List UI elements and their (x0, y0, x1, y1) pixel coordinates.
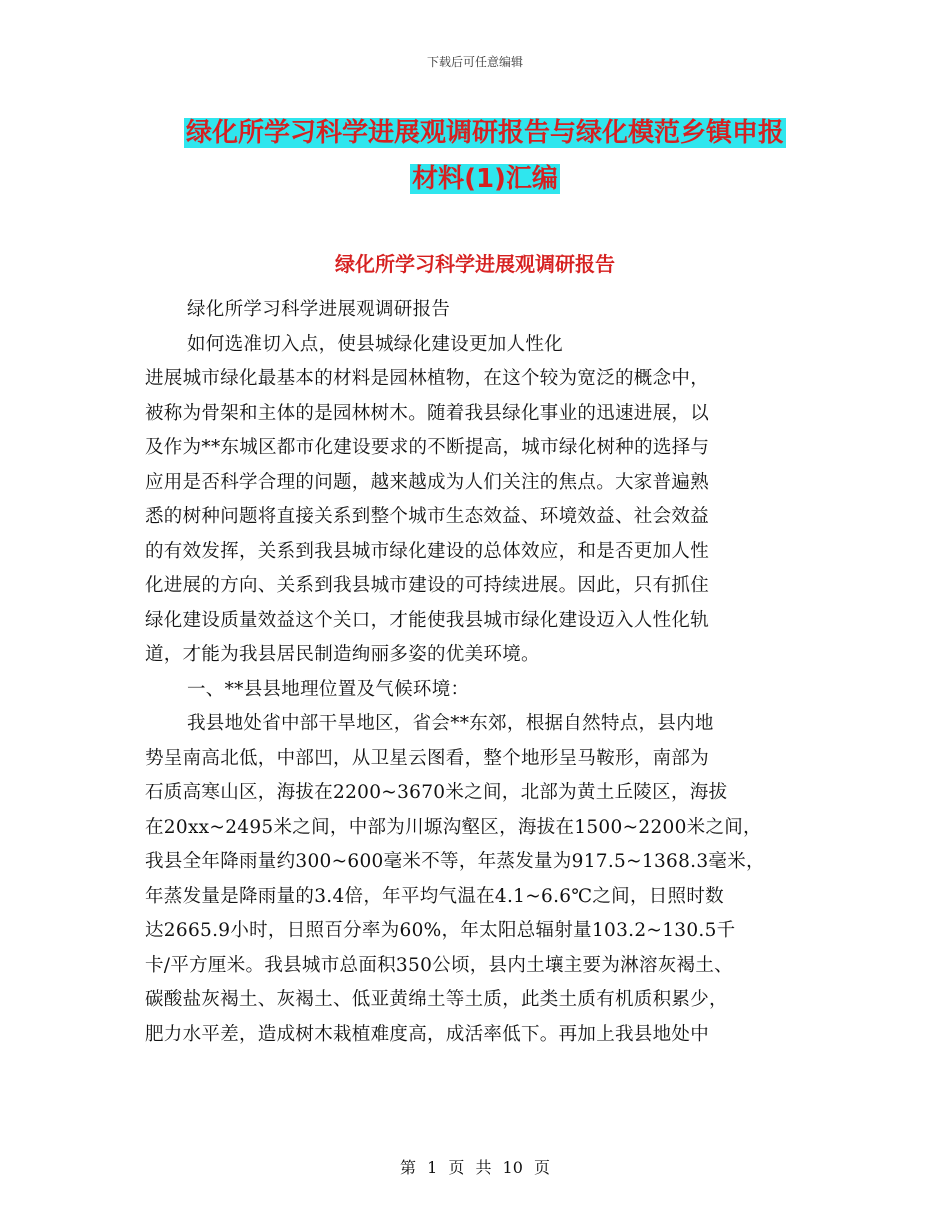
paragraph-line: 的有效发挥，关系到我县城市绿化建设的总体效应，和是否更加人性 (145, 540, 710, 562)
paragraph-line: 如何选准切入点，使县城绿化建设更加人性化 (187, 333, 564, 355)
paragraph-line: 一、**县县地理位置及气候环境： (187, 678, 470, 700)
page-footer: 第 1 页 共 10 页 (400, 1158, 550, 1177)
document-title (140, 110, 830, 202)
paragraph-line: 达2665.9小时，日照百分率为60%，年太阳总辐射量103.2~130.5千 (145, 920, 736, 941)
paragraph-line: 绿化建设质量效益这个关口，才能使我县城市绿化建设迈入人性化轨 (145, 609, 710, 631)
document-title-line-1: 绿化所学习科学进展观调研报告与绿化模范乡镇申报 (185, 118, 784, 148)
paragraph-line: 年蒸发量是降雨量的3.4倍，年平均气温在4.1~6.6℃之间，日照时数 (145, 885, 724, 907)
paragraph-line: 化进展的方向、关系到我县城市建设的可持续进展。因此，只有抓住 (145, 575, 710, 596)
paragraph-line: 进展城市绿化最基本的材料是园林植物，在这个较为宽泛的概念中， (145, 368, 710, 389)
paragraph-line: 被称为骨架和主体的是园林树木。随着我县绿化事业的迅速进展，以 (145, 402, 710, 424)
paragraph-line: 碳酸盐灰褐土、灰褐土、低亚黄绵土等土质，此类土质有机质积累少， (145, 989, 728, 1010)
paragraph-line: 卡/平方厘米。我县城市总面积350公顷，县内土壤主要为淋溶灰褐土、 (145, 954, 733, 976)
paragraph-line: 我县地处省中部干旱地区，省会**东郊，根据自然特点，县内地 (187, 713, 714, 734)
paragraph-line: 及作为**东城区都市化建设要求的不断提高，城市绿化树种的选择与 (145, 437, 710, 458)
header-note: 下载后可任意编辑 (426, 55, 523, 69)
paragraph-line: 在20xx~2495米之间，中部为川塬沟壑区，海拔在1500~2200米之间， (145, 816, 762, 838)
document-title-line-2: 材料(1)汇编 (412, 164, 558, 194)
paragraph-line: 应用是否科学合理的问题，越来越成为人们关注的焦点。大家普遍熟 (145, 471, 710, 493)
paragraph-line: 道，才能为我县居民制造绚丽多姿的优美环境。 (145, 644, 540, 665)
paragraph-line: 绿化所学习科学进展观调研报告 (187, 299, 451, 320)
paragraph-line: 悉的树种问题将直接关系到整个城市生态效益、环境效益、社会效益 (145, 506, 710, 527)
paragraph-line: 石质高寒山区，海拔在2200~3670米之间，北部为黄土丘陵区，海拔 (145, 782, 728, 803)
paragraph-line: 势呈南高北低，中部凹，从卫星云图看，整个地形呈马鞍形，南部为 (145, 747, 710, 769)
paragraph-line: 我县全年降雨量约300~600毫米不等，年蒸发量为917.5~1368.3毫米， (145, 851, 765, 872)
section-title: 绿化所学习科学进展观调研报告 (335, 252, 615, 276)
body-text (145, 293, 825, 1052)
paragraph-line: 肥力水平差，造成树木栽植难度高，成活率低下。再加上我县地处中 (145, 1023, 710, 1045)
